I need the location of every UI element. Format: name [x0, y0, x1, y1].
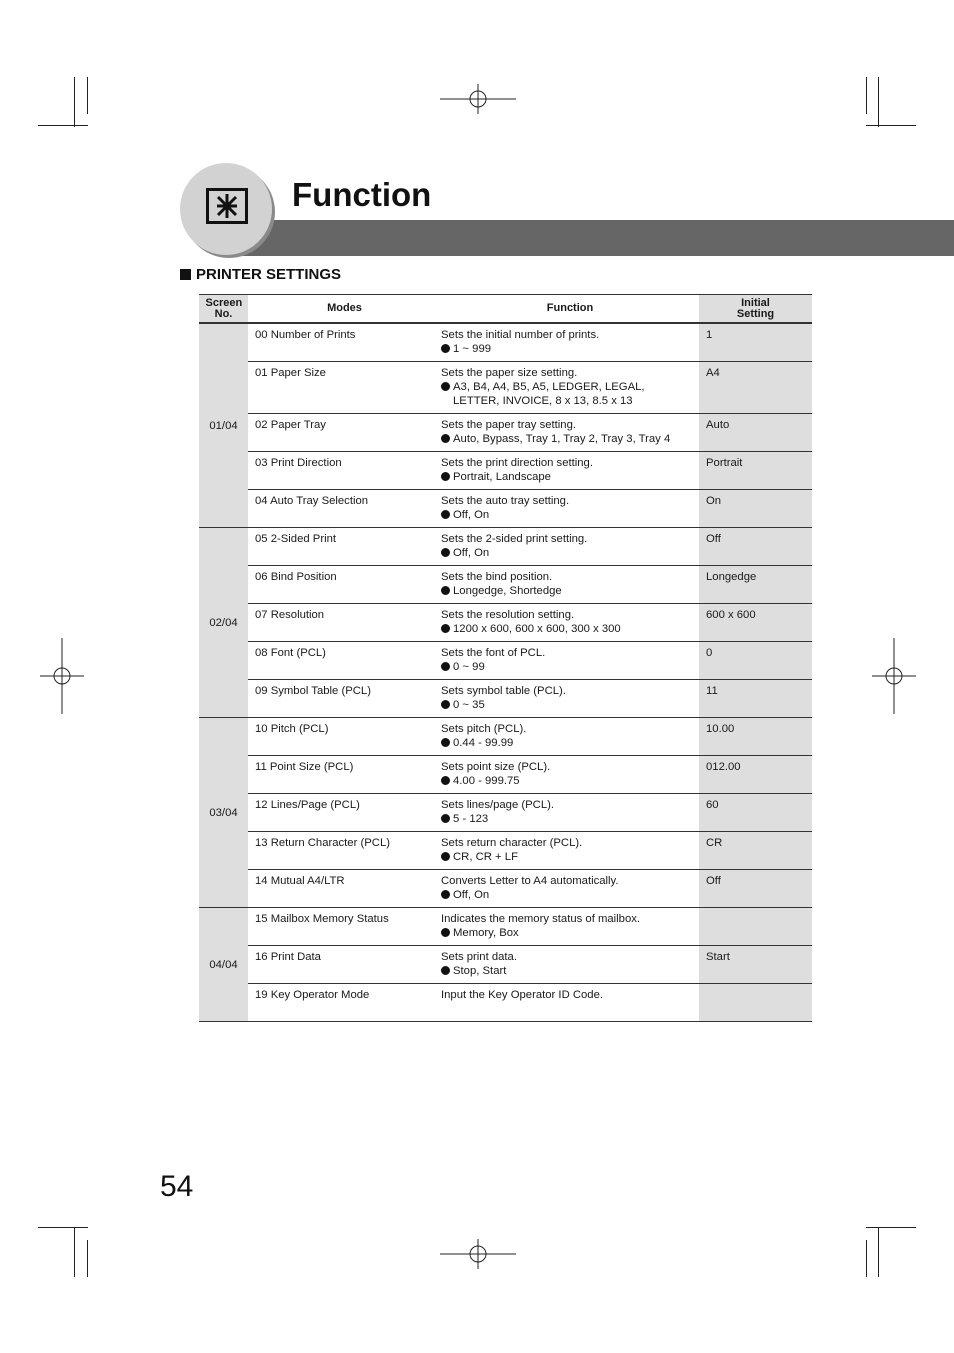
function-description: Sets the bind position.	[441, 571, 553, 583]
header-bar	[240, 220, 954, 256]
table-row	[199, 680, 812, 718]
registration-mark-icon	[872, 638, 916, 714]
table-body	[199, 323, 812, 1022]
column-header-initial: Initial Setting	[699, 295, 812, 324]
option-list	[441, 736, 692, 750]
function-description: Sets pitch (PCL).	[441, 723, 527, 735]
bullet-icon	[441, 776, 450, 785]
function-description: Sets point size (PCL).	[441, 761, 551, 773]
table-row	[199, 490, 812, 528]
function-cell	[441, 870, 699, 908]
option-list	[441, 812, 692, 826]
function-cell	[441, 414, 699, 452]
table-row	[199, 323, 812, 362]
bullet-icon	[441, 890, 450, 899]
initial-setting-cell: Off	[699, 528, 812, 566]
column-header-function: Function	[441, 295, 699, 324]
registration-mark-icon	[440, 84, 516, 114]
table-row	[199, 452, 812, 490]
function-cell	[441, 908, 699, 946]
option-values: Off, On	[453, 509, 490, 521]
function-description: Sets the paper size setting.	[441, 367, 578, 379]
table-header-row	[199, 295, 812, 324]
mode-cell: 04 Auto Tray Selection	[248, 490, 441, 528]
function-description: Sets lines/page (PCL).	[441, 799, 555, 811]
bullet-icon	[441, 624, 450, 633]
initial-setting-cell	[699, 908, 812, 946]
option-values: Off, On	[453, 547, 490, 559]
table-row	[199, 908, 812, 946]
bullet-icon	[441, 662, 450, 671]
initial-setting-cell: 10.00	[699, 718, 812, 756]
function-description: Sets return character (PCL).	[441, 837, 583, 849]
screen-number-cell: 01/04	[199, 323, 248, 528]
mode-cell: 05 2-Sided Print	[248, 528, 441, 566]
function-cell	[441, 794, 699, 832]
bullet-icon	[441, 700, 450, 709]
function-cell	[441, 680, 699, 718]
function-cell	[441, 528, 699, 566]
option-values: Memory, Box	[453, 927, 519, 939]
mode-cell: 07 Resolution	[248, 604, 441, 642]
initial-setting-cell: Portrait	[699, 452, 812, 490]
initial-setting-cell	[699, 984, 812, 1022]
table-row	[199, 414, 812, 452]
registration-mark-icon	[40, 638, 84, 714]
mode-cell: 13 Return Character (PCL)	[248, 832, 441, 870]
bullet-icon	[441, 852, 450, 861]
mode-cell: 08 Font (PCL)	[248, 642, 441, 680]
initial-setting-cell: Auto	[699, 414, 812, 452]
option-values: 5 - 123	[453, 813, 489, 825]
initial-setting-cell: On	[699, 490, 812, 528]
mode-cell: 15 Mailbox Memory Status	[248, 908, 441, 946]
option-list	[441, 888, 692, 902]
column-header-screen: Screen No.	[199, 295, 248, 324]
mode-cell: 10 Pitch (PCL)	[248, 718, 441, 756]
table-row	[199, 528, 812, 566]
function-cell	[441, 362, 699, 414]
option-list	[441, 470, 692, 484]
option-list	[441, 964, 692, 978]
function-cell	[441, 718, 699, 756]
option-list	[441, 622, 692, 636]
function-description: Sets the font of PCL.	[441, 647, 546, 659]
option-values: Longedge, Shortedge	[453, 585, 562, 597]
bullet-icon	[441, 434, 450, 443]
mode-cell: 06 Bind Position	[248, 566, 441, 604]
mode-cell: 16 Print Data	[248, 946, 441, 984]
option-list	[441, 850, 692, 864]
option-values: CR, CR + LF	[453, 851, 518, 863]
bullet-icon	[441, 548, 450, 557]
option-values: Stop, Start	[453, 965, 507, 977]
bullet-icon	[441, 344, 450, 353]
option-list	[441, 432, 692, 446]
function-cell	[441, 452, 699, 490]
initial-setting-cell: 11	[699, 680, 812, 718]
function-description: Sets the 2-sided print setting.	[441, 533, 588, 545]
table-row	[199, 756, 812, 794]
initial-setting-cell: 60	[699, 794, 812, 832]
option-list	[441, 774, 692, 788]
page-title: Function	[292, 176, 432, 213]
bullet-icon	[441, 738, 450, 747]
section-heading	[180, 266, 341, 283]
function-cell	[441, 946, 699, 984]
option-list	[441, 342, 692, 356]
table-row	[199, 566, 812, 604]
function-description: Sets print data.	[441, 951, 517, 963]
function-description: Sets symbol table (PCL).	[441, 685, 566, 697]
function-description: Sets the paper tray setting.	[441, 419, 577, 431]
initial-setting-cell: 0	[699, 642, 812, 680]
option-list	[441, 380, 692, 408]
initial-setting-cell: 012.00	[699, 756, 812, 794]
mode-cell: 00 Number of Prints	[248, 323, 441, 362]
column-header-modes: Modes	[248, 295, 441, 324]
bullet-icon	[441, 382, 450, 391]
function-description: Input the Key Operator ID Code.	[441, 989, 604, 1001]
initial-setting-cell: Off	[699, 870, 812, 908]
mode-cell: 11 Point Size (PCL)	[248, 756, 441, 794]
table-row	[199, 604, 812, 642]
function-key-icon	[206, 188, 248, 224]
option-values: Off, On	[453, 889, 490, 901]
initial-setting-cell: CR	[699, 832, 812, 870]
option-values: 4.00 - 999.75	[453, 775, 520, 787]
table-row	[199, 362, 812, 414]
mode-cell: 12 Lines/Page (PCL)	[248, 794, 441, 832]
function-cell	[441, 323, 699, 362]
function-description: Sets the initial number of prints.	[441, 329, 600, 341]
option-values: 1200 x 600, 600 x 600, 300 x 300	[453, 623, 621, 635]
option-values: Portrait, Landscape	[453, 471, 551, 483]
bullet-icon	[441, 586, 450, 595]
option-values: 0 ~ 35	[453, 699, 485, 711]
initial-setting-cell: Start	[699, 946, 812, 984]
option-values: 1 ~ 999	[453, 343, 492, 355]
table-row	[199, 718, 812, 756]
mode-cell: 09 Symbol Table (PCL)	[248, 680, 441, 718]
option-values: Auto, Bypass, Tray 1, Tray 2, Tray 3, Tray 4	[453, 433, 671, 445]
function-cell	[441, 642, 699, 680]
table-row	[199, 984, 812, 1022]
initial-setting-cell: 1	[699, 323, 812, 362]
registration-mark-icon	[440, 1239, 516, 1269]
mode-cell: 14 Mutual A4/LTR	[248, 870, 441, 908]
function-description: Converts Letter to A4 automatically.	[441, 875, 619, 887]
bullet-icon	[441, 510, 450, 519]
mode-cell: 03 Print Direction	[248, 452, 441, 490]
screen-number-cell: 03/04	[199, 718, 248, 908]
square-bullet-icon	[180, 269, 191, 280]
option-values: 0.44 - 99.99	[453, 737, 514, 749]
function-cell	[441, 490, 699, 528]
function-description: Sets the resolution setting.	[441, 609, 575, 621]
function-description: Sets the print direction setting.	[441, 457, 593, 469]
mode-cell: 02 Paper Tray	[248, 414, 441, 452]
option-values: A3, B4, A4, B5, A5, LEDGER, LEGAL, LETTER, INVOICE, 8 x 13, 8.5 x 13	[453, 381, 645, 407]
bullet-icon	[441, 928, 450, 937]
table-row	[199, 794, 812, 832]
function-cell	[441, 756, 699, 794]
table-row	[199, 946, 812, 984]
table-row	[199, 642, 812, 680]
initial-setting-cell: A4	[699, 362, 812, 414]
option-list	[441, 660, 692, 674]
section-heading-text: PRINTER SETTINGS	[196, 266, 342, 283]
table-row	[199, 870, 812, 908]
function-description: Sets the auto tray setting.	[441, 495, 570, 507]
function-cell	[441, 566, 699, 604]
option-values: 0 ~ 99	[453, 661, 485, 673]
bullet-icon	[441, 472, 450, 481]
option-list	[441, 926, 692, 940]
bullet-icon	[441, 814, 450, 823]
mode-cell: 01 Paper Size	[248, 362, 441, 414]
initial-setting-cell: Longedge	[699, 566, 812, 604]
option-list	[441, 698, 692, 712]
bullet-icon	[441, 966, 450, 975]
printer-settings-table	[199, 294, 812, 1022]
function-cell	[441, 604, 699, 642]
initial-setting-cell: 600 x 600	[699, 604, 812, 642]
function-description: Indicates the memory status of mailbox.	[441, 913, 641, 925]
function-cell	[441, 984, 699, 1022]
option-list	[441, 546, 692, 560]
page-number: 54	[160, 1170, 194, 1203]
function-cell	[441, 832, 699, 870]
option-list	[441, 584, 692, 598]
mode-cell: 19 Key Operator Mode	[248, 984, 441, 1022]
option-list	[441, 508, 692, 522]
screen-number-cell: 02/04	[199, 528, 248, 718]
screen-number-cell: 04/04	[199, 908, 248, 1022]
table-row	[199, 832, 812, 870]
